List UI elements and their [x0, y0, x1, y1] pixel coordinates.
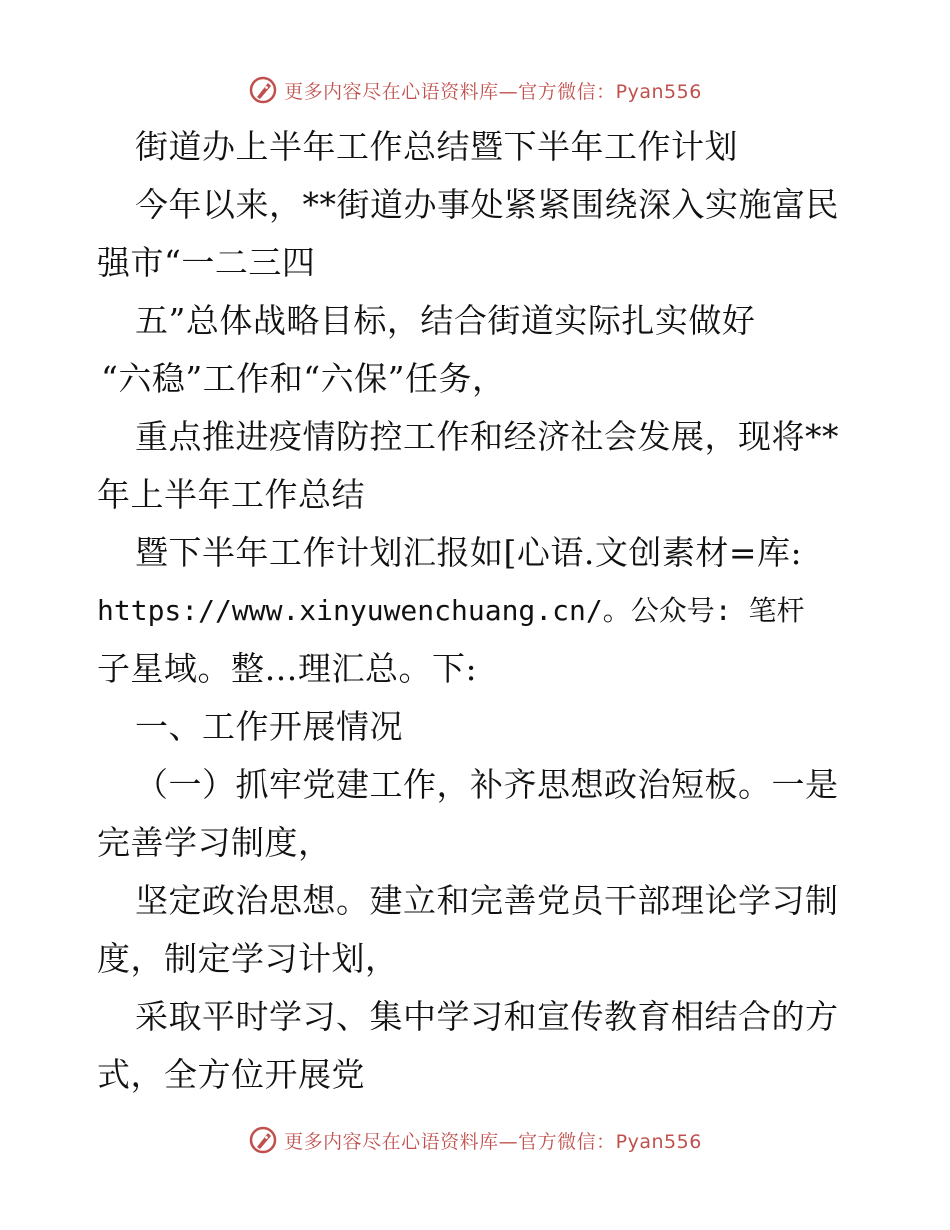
paragraph-line: 度，制定学习计划，: [97, 939, 399, 978]
paragraph-line: 式，全方位开展党: [97, 1055, 365, 1094]
document-title: 街道办上半年工作总结暨下半年工作计划: [135, 127, 738, 166]
footer-banner: [0, 1120, 950, 1160]
paragraph-line: 采取平时学习、集中学习和宣传教育相结合的方: [135, 997, 839, 1036]
pen-nib-circle-icon: [248, 1125, 278, 1155]
paragraph-line: 暨下半年工作计划汇报如[心语.文创素材=库:: [135, 533, 803, 572]
footer-banner-text: 更多内容尽在心语资料库—官方微信：Pyan556: [284, 1130, 702, 1153]
paragraph-line: 五”总体战略目标，结合街道实际扎实做好: [135, 301, 756, 340]
section-heading: 一、工作开展情况: [135, 707, 403, 746]
paragraph-line: 完善学习制度，: [97, 823, 332, 862]
paragraph-line-url: https://www.xinyuwenchuang.cn/。公众号: 笔杆: [97, 594, 805, 627]
paragraph-line: 年上半年工作总结: [97, 475, 365, 514]
header-banner-text: 更多内容尽在心语资料库—官方微信：Pyan556: [284, 80, 702, 103]
paragraph-line: 强市“一二三四: [97, 243, 316, 282]
subsection-heading: （一）抓牢党建工作，补齐思想政治短板。一是: [135, 765, 839, 804]
header-banner: [0, 70, 950, 110]
document-body: [97, 118, 857, 1104]
paragraph-line: “六稳”工作和“六保”任务，: [101, 359, 506, 398]
paragraph-line: 今年以来，**街道办事处紧紧围绕深入实施富民: [135, 185, 839, 224]
pen-nib-circle-icon: [248, 75, 278, 105]
paragraph-line: 子星域。整…理汇总。下:: [97, 649, 478, 688]
paragraph-line: 坚定政治思想。建立和完善党员干部理论学习制: [135, 881, 839, 920]
paragraph-line: 重点推进疫情防控工作和经济社会发展，现将**: [135, 417, 839, 456]
